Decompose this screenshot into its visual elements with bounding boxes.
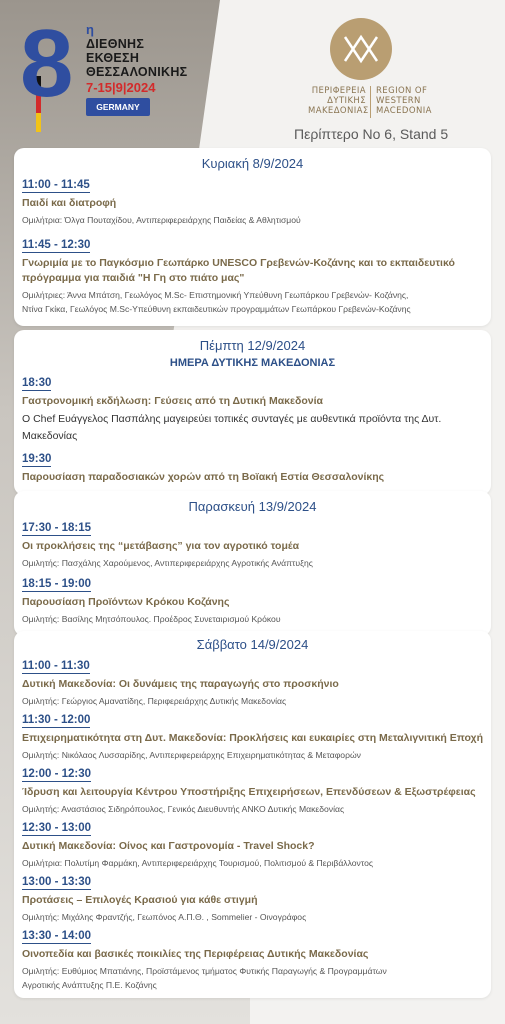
expo-superscript: η: [86, 22, 94, 37]
event-time: 12:30 - 13:00: [22, 822, 92, 834]
event-time: 11:30 - 12:00: [22, 714, 91, 726]
event-item: [22, 710, 483, 762]
event-title: Οινοπεδία και βασικές ποικιλίες της Περιφέρειας Δυτικής Μακεδονίας: [22, 948, 369, 960]
event-time: 18:30: [22, 377, 52, 389]
event-speakers: Ομιλητής: Μιχάλης Φραντζής, Γεωπόνος Α.Π.Θ. , Sommelier - Οινογράφος: [22, 912, 307, 922]
event-item: [22, 872, 483, 924]
header: [0, 0, 505, 148]
day-title: Σάββατο 14/9/2024: [196, 637, 309, 652]
region-name-en: REGION OF WESTERN MACEDONIA: [376, 86, 432, 116]
event-item: [22, 518, 483, 570]
event-time: 12:00 - 12:30: [22, 768, 92, 780]
event-title: Παρουσίαση Προϊόντων Κρόκου Κοζάνης: [22, 596, 230, 608]
event-time: 18:15 - 19:00: [22, 578, 92, 590]
event-item: [22, 175, 483, 227]
day-title: Κυριακή 8/9/2024: [201, 156, 304, 171]
event-speakers: Ομιλητής: Γεώργιος Αμανατίδης, Περιφερειάρχης Δυτικής Μακεδονίας: [22, 696, 287, 706]
event-description: Ο Chef Ευάγγελος Πασπάλης μαγειρεύει τοπικές συνταγές με αυθεντικά προϊόντα της Δυτ. Μακεδονίας: [22, 413, 442, 442]
event-title: Γνωριμία με το Παγκόσμιο Γεωπάρκο UNESCO Γρεβενών-Κοζάνης και το εκπαιδευτικό πρόγραμμα για παιδιά "Η Γη στο πιάτο μας": [22, 257, 455, 284]
event-title: Γαστρονομική εκδήλωση: Γεύσεις από τη Δυτική Μακεδονία: [22, 395, 323, 407]
day-card-sunday: [14, 148, 491, 326]
expo-line-3: ΘΕΣΣΑΛΟΝΙΚΗΣ: [86, 65, 188, 79]
event-title: Δυτική Μακεδονία: Οίνος και Γαστρονομία - Travel Shock?: [22, 840, 315, 852]
region-name-gr: ΠΕΡΙΦΕΡΕΙΑ ΔΥΤΙΚΗΣ ΜΑΚΕΔΟΝΙΑΣ: [308, 86, 369, 116]
event-title: Ίδρυση και λειτουργία Κέντρου Υποστήριξης Επιχειρήσεων, Επενδύσεων & Εξωστρέφειας: [22, 786, 476, 798]
germany-badge: GERMANY: [86, 98, 150, 116]
event-item: [22, 235, 483, 316]
day-card-friday: [14, 491, 491, 636]
expo-line-2: ΕΚΘΕΣΗ: [86, 51, 140, 65]
event-time: 11:45 - 12:30: [22, 239, 91, 251]
event-speakers: Ομιλητής: Πασχάλης Χαρούμενος, Αντιπεριφερειάρχης Αγροτικής Ανάπτυξης: [22, 558, 313, 568]
event-time: 17:30 - 18:15: [22, 522, 92, 534]
event-item: [22, 818, 483, 870]
event-item: [22, 574, 483, 626]
event-speakers: Ομιλητής: Ευθύμιος Μπατιάνης, Προϊστάμενος τμήματος Φυτικής Παραγωγής & Προγραμμάτων Αγροτικής Ανάπτυξης Π.Ε. Κοζάνης: [22, 966, 387, 990]
event-title: Προτάσεις – Επιλογές Κρασιού για κάθε στιγμή: [22, 894, 258, 906]
day-title: Πέμπτη 12/9/2024: [199, 338, 306, 353]
event-speakers: Ομιλητής: Νικόλαος Λυσσαρίδης, Αντιπεριφερειάρχης Επιχειρηματικότητας & Μεταφορών: [22, 750, 361, 760]
event-time: 13:00 - 13:30: [22, 876, 92, 888]
event-item: [22, 656, 483, 708]
event-item: [22, 373, 483, 445]
region-emblem-icon: [330, 18, 392, 80]
event-time: 19:30: [22, 453, 52, 465]
pavilion-label: Περίπτερο Νο 6, Stand 5: [294, 126, 449, 142]
expo-dates: 7-15|9|2024: [86, 80, 156, 95]
event-title: Οι προκλήσεις της “μετάβασης” για τον αγροτικό τομέα: [22, 540, 300, 552]
event-item: [22, 926, 483, 992]
event-title: Επιχειρηματικότητα στη Δυτ. Μακεδονία: Προκλήσεις και ευκαιρίες στη Μεταλιγνιτική Εποχή: [22, 732, 483, 744]
day-title: Παρασκευή 13/9/2024: [188, 499, 317, 514]
event-speakers: Ομιλήτρια: Όλγα Πουταχίδου, Αντιπεριφερειάρχης Παιδείας & Αθλητισμού: [22, 215, 301, 225]
day-card-saturday: [14, 631, 491, 998]
event-item: [22, 764, 483, 816]
event-title: Δυτική Μακεδονία: Οι δυνάμεις της παραγωγής στο προσκήνιο: [22, 678, 339, 690]
event-speakers: Ομιλήτρια: Πολυτίμη Φαρμάκη, Αντιπεριφερειάρχης Τουρισμού, Πολιτισμού & Περιβάλλοντος: [22, 858, 374, 868]
event-item: [22, 449, 483, 485]
event-time: 11:00 - 11:45: [22, 179, 90, 191]
event-title: Παρουσίαση παραδοσιακών χορών από τη Βοϊακή Εστία Θεσσαλονίκης: [22, 471, 385, 483]
event-time: 13:30 - 14:00: [22, 930, 92, 942]
event-speakers: Ομιλητής: Βασίλης Μητσόπουλος. Προέδρος Συνεταιρισμού Κρόκου: [22, 614, 281, 624]
day-subtitle: ΗΜΕΡΑ ΔΥΤΙΚΗΣ ΜΑΚΕΔΟΝΙΑΣ: [169, 357, 336, 369]
region-divider: [370, 86, 371, 118]
event-speakers: Ομιλητής: Αναστάσιος Σιδηρόπουλος, Γενικός Διευθυντής ΑΝΚΟ Δυτικής Μακεδονίας: [22, 804, 345, 814]
event-speakers: Ομιλήτριες: Άννα Μπάτση, Γεωλόγος M.Sc- Επιστημονική Υπεύθυνη Γεωπάρκου Γρεβενών- Κοζάνης, Ντίνα Γκίκα, Γεωλόγος M.Sc-Υπεύθυνη εκπαιδευτικών προγραμμάτων Γεωπάρκου Γρεβενών-Κοζάνης: [22, 290, 411, 314]
event-time: 11:00 - 11:30: [22, 660, 90, 672]
expo-logo: [14, 10, 194, 126]
expo-number: 8: [20, 10, 74, 117]
event-title: Παιδί και διατροφή: [22, 197, 117, 209]
expo-line-1: ΔΙΕΘΝΗΣ: [86, 37, 145, 51]
day-card-thursday: [14, 330, 491, 495]
